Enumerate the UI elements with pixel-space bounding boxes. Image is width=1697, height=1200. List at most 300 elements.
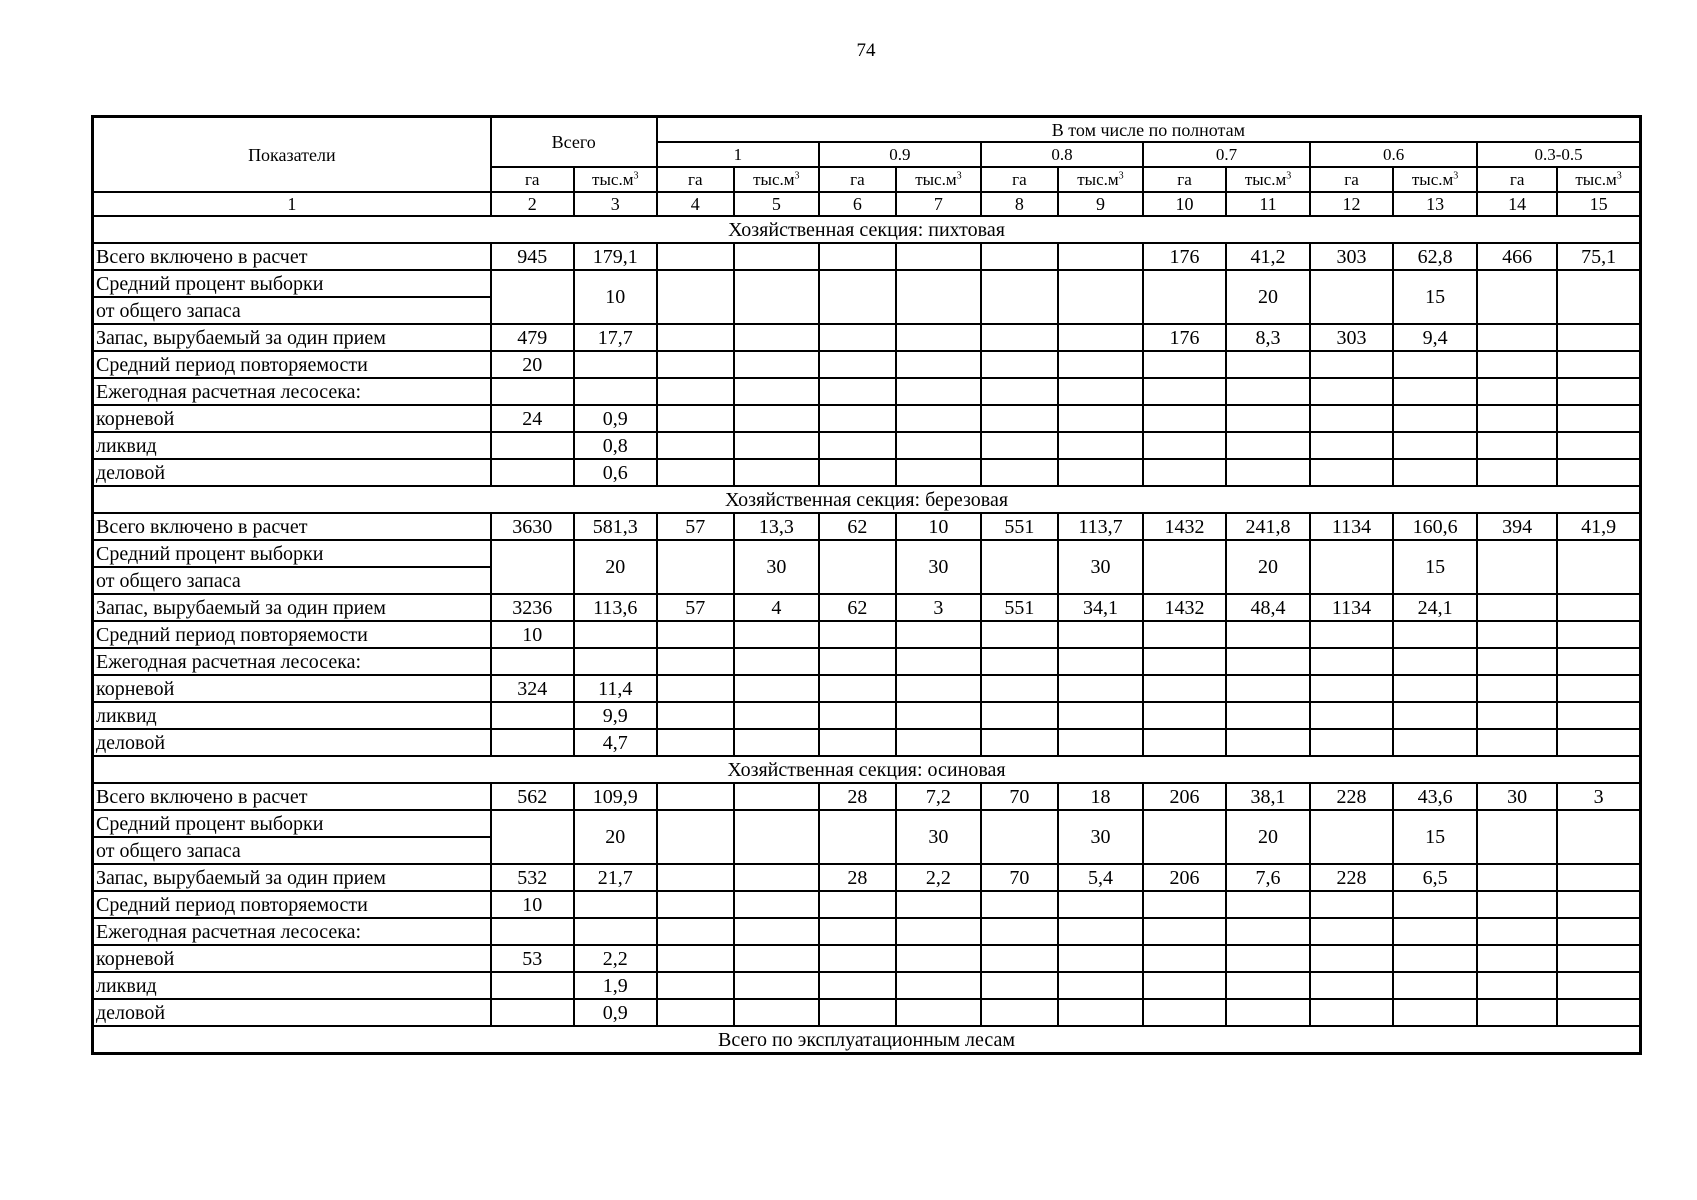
table-cell — [574, 918, 657, 945]
table-row — [93, 702, 1641, 729]
table-cell — [734, 324, 819, 351]
table-cell — [1143, 702, 1226, 729]
table-cell — [574, 351, 657, 378]
table-cell — [1143, 999, 1226, 1026]
table-row — [93, 324, 1641, 351]
table-cell — [1226, 351, 1310, 378]
unit-volume-base: тыс.м — [1077, 169, 1119, 189]
table-cell: 10 — [491, 891, 574, 918]
row-label-continued: от общего запаса — [93, 297, 491, 324]
table-cell — [819, 810, 896, 864]
table-cell — [896, 621, 981, 648]
table-cell: 11,4 — [574, 675, 657, 702]
unit-ha-header: га — [819, 167, 896, 192]
column-number: 7 — [896, 192, 981, 216]
table-cell — [1557, 378, 1640, 405]
table-row — [93, 594, 1641, 621]
table-cell: 20 — [491, 351, 574, 378]
table-cell: 24,1 — [1393, 594, 1477, 621]
table-cell — [1310, 351, 1393, 378]
table-cell — [981, 324, 1058, 351]
row-label: ликвид — [93, 972, 491, 999]
table-cell — [1477, 810, 1557, 864]
header-by-density: В том числе по полнотам — [657, 117, 1641, 143]
table-row — [93, 405, 1641, 432]
table-cell — [491, 432, 574, 459]
table-cell — [1143, 459, 1226, 486]
column-number: 1 — [93, 192, 491, 216]
table-row — [93, 378, 1641, 405]
table-cell: 15 — [1393, 540, 1477, 594]
table-cell — [896, 270, 981, 324]
table-cell: 48,4 — [1226, 594, 1310, 621]
row-label: Ежегодная расчетная лесосека: — [93, 648, 491, 675]
density-header: 0.9 — [819, 142, 981, 167]
density-header: 1 — [657, 142, 819, 167]
table-cell — [1477, 378, 1557, 405]
table-cell — [1393, 648, 1477, 675]
table-cell — [491, 648, 574, 675]
table-cell — [574, 621, 657, 648]
table-cell: 228 — [1310, 783, 1393, 810]
table-cell: 176 — [1143, 243, 1226, 270]
unit-volume-base: тыс.м — [1575, 169, 1617, 189]
table-cell — [819, 405, 896, 432]
table-cell — [819, 729, 896, 756]
table-cell — [981, 702, 1058, 729]
table-cell — [734, 918, 819, 945]
table-cell — [734, 729, 819, 756]
table-cell — [819, 648, 896, 675]
table-cell: 945 — [491, 243, 574, 270]
table-cell — [1393, 945, 1477, 972]
table-cell: 241,8 — [1226, 513, 1310, 540]
table-cell — [981, 540, 1058, 594]
table-cell: 13,3 — [734, 513, 819, 540]
table-cell — [1477, 324, 1557, 351]
column-number: 9 — [1058, 192, 1143, 216]
table-cell — [819, 918, 896, 945]
section-row — [93, 486, 1641, 513]
table-row — [93, 864, 1641, 891]
density-header: 0.8 — [981, 142, 1143, 167]
table-cell — [734, 459, 819, 486]
table-cell — [1226, 972, 1310, 999]
unit-volume-header — [574, 167, 657, 192]
table-cell — [1226, 702, 1310, 729]
table-cell — [574, 378, 657, 405]
table-cell — [981, 459, 1058, 486]
table-cell — [491, 378, 574, 405]
table-cell — [1310, 675, 1393, 702]
unit-volume-base: тыс.м — [753, 169, 795, 189]
table-cell: 551 — [981, 594, 1058, 621]
table-row — [93, 972, 1641, 999]
column-number: 13 — [1393, 192, 1477, 216]
unit-volume-exponent: 3 — [633, 169, 639, 181]
column-number: 15 — [1557, 192, 1640, 216]
table-cell: 10 — [896, 513, 981, 540]
table-cell — [1477, 540, 1557, 594]
section-title: Хозяйственная секция: пихтовая — [93, 216, 1641, 243]
table-cell: 6,5 — [1393, 864, 1477, 891]
column-number: 11 — [1226, 192, 1310, 216]
table-cell — [657, 324, 734, 351]
unit-volume-header — [1393, 167, 1477, 192]
table-cell — [491, 810, 574, 864]
table-cell: 62 — [819, 594, 896, 621]
row-label: Запас, вырубаемый за один прием — [93, 594, 491, 621]
table-cell — [1058, 351, 1143, 378]
table-cell — [981, 432, 1058, 459]
table-cell: 4,7 — [574, 729, 657, 756]
table-cell — [1393, 621, 1477, 648]
row-label: корневой — [93, 405, 491, 432]
table-cell — [819, 243, 896, 270]
unit-volume-header — [1557, 167, 1640, 192]
table-cell — [1310, 432, 1393, 459]
row-label: деловой — [93, 459, 491, 486]
table-cell — [657, 810, 734, 864]
column-number: 12 — [1310, 192, 1393, 216]
table-cell — [1393, 891, 1477, 918]
table-cell: 10 — [574, 270, 657, 324]
table-cell — [657, 648, 734, 675]
row-label: деловой — [93, 999, 491, 1026]
table-cell — [1226, 459, 1310, 486]
table-cell — [1557, 729, 1640, 756]
table-cell: 30 — [734, 540, 819, 594]
table-cell — [1310, 810, 1393, 864]
table-cell — [1143, 810, 1226, 864]
unit-volume-header — [1226, 167, 1310, 192]
table-cell: 30 — [1058, 540, 1143, 594]
table-cell — [1393, 729, 1477, 756]
table-cell — [819, 891, 896, 918]
table-cell: 113,7 — [1058, 513, 1143, 540]
table-cell: 28 — [819, 783, 896, 810]
unit-ha-header: га — [491, 167, 574, 192]
table-cell — [896, 648, 981, 675]
table-cell — [1058, 729, 1143, 756]
unit-volume-header — [896, 167, 981, 192]
table-cell — [1557, 810, 1640, 864]
table-cell: 7,2 — [896, 783, 981, 810]
column-number: 3 — [574, 192, 657, 216]
table-cell — [1557, 918, 1640, 945]
table-cell — [734, 999, 819, 1026]
table-cell — [1557, 648, 1640, 675]
column-number: 2 — [491, 192, 574, 216]
table-cell — [896, 729, 981, 756]
density-header: 0.7 — [1143, 142, 1310, 167]
table-cell — [491, 999, 574, 1026]
column-number: 10 — [1143, 192, 1226, 216]
table-cell — [1058, 378, 1143, 405]
table-cell — [1310, 540, 1393, 594]
row-label: Средний процент выборки — [93, 810, 491, 837]
table-cell — [1226, 945, 1310, 972]
table-cell — [657, 783, 734, 810]
table-cell — [981, 999, 1058, 1026]
table-cell — [1310, 270, 1393, 324]
column-number: 6 — [819, 192, 896, 216]
table-cell — [1557, 891, 1640, 918]
section-title: Хозяйственная секция: осиновая — [93, 756, 1641, 783]
table-cell — [896, 324, 981, 351]
unit-ha-header: га — [1310, 167, 1393, 192]
unit-ha-header: га — [981, 167, 1058, 192]
table-cell — [1477, 972, 1557, 999]
table-cell: 581,3 — [574, 513, 657, 540]
table-cell — [574, 648, 657, 675]
table-cell — [1143, 621, 1226, 648]
column-number-row — [93, 192, 1641, 216]
table-row — [93, 891, 1641, 918]
table-cell — [819, 324, 896, 351]
row-label: корневой — [93, 675, 491, 702]
table-cell — [1393, 405, 1477, 432]
row-label: ликвид — [93, 432, 491, 459]
unit-volume-exponent: 3 — [1118, 169, 1124, 181]
table-cell — [1310, 702, 1393, 729]
table-cell — [734, 648, 819, 675]
table-cell — [896, 918, 981, 945]
table-cell — [1557, 864, 1640, 891]
table-cell — [896, 945, 981, 972]
table-cell — [657, 972, 734, 999]
table-cell — [981, 648, 1058, 675]
table-cell — [657, 351, 734, 378]
table-cell: 30 — [896, 540, 981, 594]
table-cell — [1143, 972, 1226, 999]
table-cell — [1477, 891, 1557, 918]
table-cell — [819, 540, 896, 594]
unit-volume-exponent: 3 — [1453, 169, 1459, 181]
table-cell — [734, 675, 819, 702]
table-row — [93, 945, 1641, 972]
table-cell — [734, 864, 819, 891]
table-cell: 20 — [574, 810, 657, 864]
table-cell — [1058, 270, 1143, 324]
table-cell — [1226, 999, 1310, 1026]
table-cell — [1226, 378, 1310, 405]
table-cell — [1557, 351, 1640, 378]
table-cell — [1310, 972, 1393, 999]
unit-ha-header: га — [1143, 167, 1226, 192]
table-cell: 3 — [896, 594, 981, 621]
density-header: 0.6 — [1310, 142, 1477, 167]
table-cell — [1058, 405, 1143, 432]
table-cell — [1226, 648, 1310, 675]
table-cell — [1058, 243, 1143, 270]
table-cell — [734, 351, 819, 378]
table-cell — [657, 621, 734, 648]
table-cell — [981, 405, 1058, 432]
table-cell — [1477, 918, 1557, 945]
table-cell: 8,3 — [1226, 324, 1310, 351]
table-cell: 109,9 — [574, 783, 657, 810]
table-row — [93, 918, 1641, 945]
row-label: Средний период повторяемости — [93, 891, 491, 918]
table-cell — [657, 702, 734, 729]
column-number: 8 — [981, 192, 1058, 216]
table-cell — [1143, 648, 1226, 675]
row-label: Ежегодная расчетная лесосека: — [93, 918, 491, 945]
table-cell — [1477, 864, 1557, 891]
table-cell — [1393, 432, 1477, 459]
table-cell: 9,9 — [574, 702, 657, 729]
table-cell — [1058, 999, 1143, 1026]
forest-calculation-table — [91, 115, 1642, 1055]
table-cell — [1058, 972, 1143, 999]
table-cell: 41,9 — [1557, 513, 1640, 540]
table-cell — [734, 945, 819, 972]
table-cell — [1557, 702, 1640, 729]
column-number: 14 — [1477, 192, 1557, 216]
table-cell: 28 — [819, 864, 896, 891]
table-cell: 3630 — [491, 513, 574, 540]
table-cell: 0,6 — [574, 459, 657, 486]
unit-volume-header — [1058, 167, 1143, 192]
table-cell — [1058, 648, 1143, 675]
table-cell — [657, 675, 734, 702]
table-cell — [896, 351, 981, 378]
unit-volume-base: тыс.м — [592, 169, 634, 189]
table-cell — [1477, 648, 1557, 675]
table-cell: 30 — [896, 810, 981, 864]
table-cell — [1557, 324, 1640, 351]
table-cell — [734, 783, 819, 810]
table-cell — [981, 972, 1058, 999]
row-label: Средний период повторяемости — [93, 621, 491, 648]
table-cell — [1477, 405, 1557, 432]
unit-volume-base: тыс.м — [915, 169, 957, 189]
table-cell — [1310, 891, 1393, 918]
table-cell — [1557, 540, 1640, 594]
table-cell — [896, 675, 981, 702]
table-cell: 7,6 — [1226, 864, 1310, 891]
table-cell — [657, 999, 734, 1026]
table-cell — [1477, 702, 1557, 729]
table-cell: 113,6 — [574, 594, 657, 621]
table-cell — [896, 432, 981, 459]
table-cell — [1477, 351, 1557, 378]
column-number: 5 — [734, 192, 819, 216]
table-cell — [734, 378, 819, 405]
table-row — [93, 270, 1641, 297]
table-cell: 21,7 — [574, 864, 657, 891]
table-cell — [1393, 378, 1477, 405]
table-cell: 2,2 — [574, 945, 657, 972]
table-cell — [657, 540, 734, 594]
table-row — [93, 999, 1641, 1026]
table-cell: 303 — [1310, 324, 1393, 351]
table-cell: 10 — [491, 621, 574, 648]
section-title: Хозяйственная секция: березовая — [93, 486, 1641, 513]
unit-volume-header — [734, 167, 819, 192]
table-cell — [1557, 621, 1640, 648]
table-cell — [819, 459, 896, 486]
table-cell — [896, 972, 981, 999]
table-cell: 24 — [491, 405, 574, 432]
row-label: ликвид — [93, 702, 491, 729]
table-cell — [1226, 675, 1310, 702]
header-indicator: Показатели — [93, 117, 491, 193]
table-cell — [896, 378, 981, 405]
unit-ha-header: га — [657, 167, 734, 192]
table-cell — [1393, 999, 1477, 1026]
table-cell: 70 — [981, 783, 1058, 810]
table-body — [93, 117, 1641, 1054]
table-cell — [1477, 594, 1557, 621]
table-cell: 1134 — [1310, 594, 1393, 621]
table-cell: 551 — [981, 513, 1058, 540]
row-label: Всего включено в расчет — [93, 783, 491, 810]
table-cell — [1393, 918, 1477, 945]
table-cell: 5,4 — [1058, 864, 1143, 891]
row-label: Запас, вырубаемый за один прием — [93, 864, 491, 891]
table-cell — [819, 945, 896, 972]
section-row — [93, 1026, 1641, 1054]
table-cell — [1226, 405, 1310, 432]
table-cell: 303 — [1310, 243, 1393, 270]
table-cell: 206 — [1143, 783, 1226, 810]
table-cell: 3 — [1557, 783, 1640, 810]
table-cell — [1058, 891, 1143, 918]
table-cell: 41,2 — [1226, 243, 1310, 270]
table-cell — [1143, 378, 1226, 405]
table-cell — [1557, 405, 1640, 432]
table-cell: 15 — [1393, 270, 1477, 324]
table-cell — [657, 918, 734, 945]
table-cell — [1310, 648, 1393, 675]
table-cell — [1310, 729, 1393, 756]
table-cell: 57 — [657, 594, 734, 621]
table-cell — [1143, 270, 1226, 324]
table-cell — [1310, 945, 1393, 972]
table-cell — [1310, 918, 1393, 945]
table-cell — [734, 972, 819, 999]
table-cell — [981, 243, 1058, 270]
table-cell — [657, 270, 734, 324]
table-cell — [1393, 972, 1477, 999]
table-cell — [734, 702, 819, 729]
table-cell: 20 — [1226, 540, 1310, 594]
table-cell: 3236 — [491, 594, 574, 621]
table-cell: 394 — [1477, 513, 1557, 540]
table-cell — [1058, 945, 1143, 972]
table-cell: 18 — [1058, 783, 1143, 810]
table-cell — [981, 270, 1058, 324]
row-label: Ежегодная расчетная лесосека: — [93, 378, 491, 405]
table-cell: 1134 — [1310, 513, 1393, 540]
table-cell: 466 — [1477, 243, 1557, 270]
row-label: Всего включено в расчет — [93, 513, 491, 540]
table-cell — [1477, 945, 1557, 972]
row-label-continued: от общего запаса — [93, 567, 491, 594]
table-cell — [1557, 675, 1640, 702]
table-cell — [1477, 432, 1557, 459]
table-cell: 38,1 — [1226, 783, 1310, 810]
table-cell — [657, 405, 734, 432]
table-cell — [1058, 621, 1143, 648]
table-row — [93, 810, 1641, 837]
table-cell: 43,6 — [1393, 783, 1477, 810]
table-cell — [1226, 918, 1310, 945]
row-label: Всего включено в расчет — [93, 243, 491, 270]
table-cell — [734, 810, 819, 864]
